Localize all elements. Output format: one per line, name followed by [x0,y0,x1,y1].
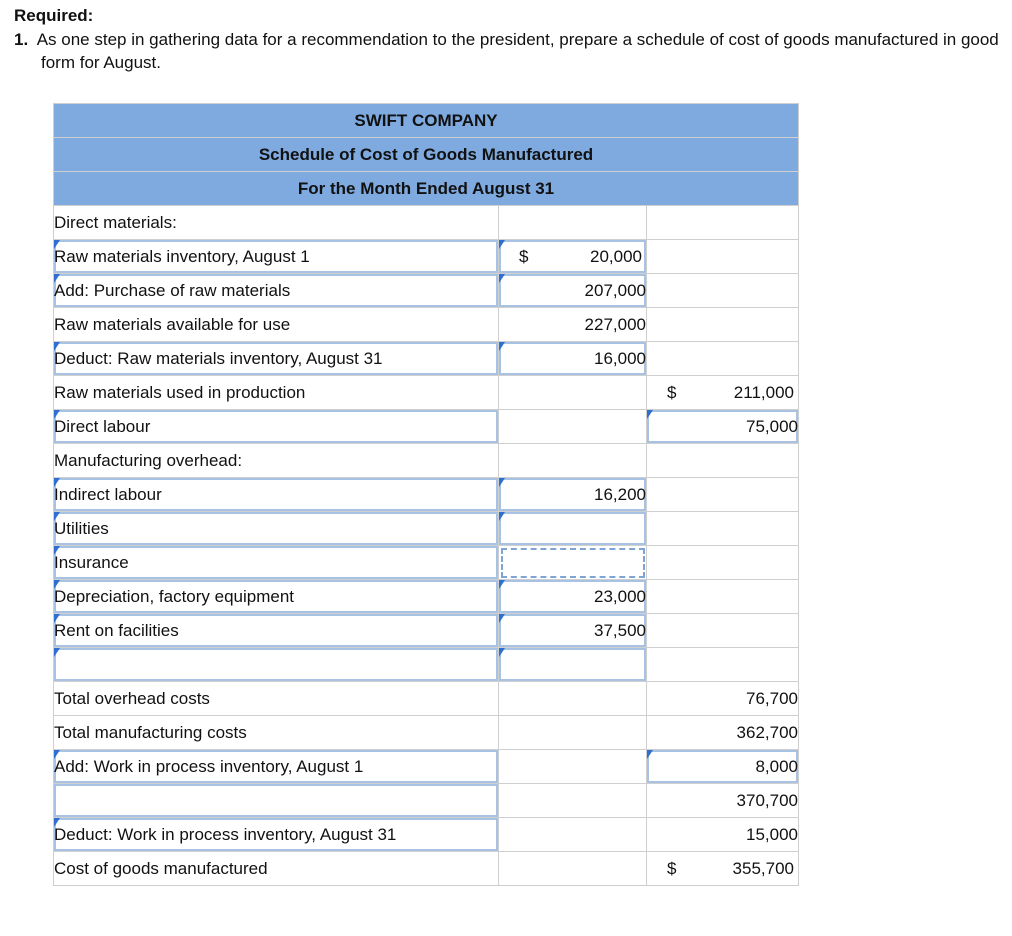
table-row [54,682,799,716]
table-row [54,818,799,852]
blank-label-input[interactable] [54,784,499,818]
table-row [54,784,799,818]
requirement-text: As one step in gathering data for a recommendation to the president, prepare a schedule of cost of goods manufactured in good form for August. [36,30,999,72]
company-name: SWIFT COMPANY [54,104,799,138]
total-overhead-label: Total overhead costs [54,682,499,716]
table-row [54,444,799,478]
required-heading: Required: [14,6,94,25]
table-row [54,342,799,376]
overhead-label: Manufacturing overhead: [54,444,499,478]
table-row [54,376,799,410]
schedule-title: Schedule of Cost of Goods Manufactured [54,138,799,172]
cogm-schedule [53,103,799,886]
raw-end-input[interactable]: Deduct: Raw materials inventory, August 31 [54,342,499,376]
wip-begin-input[interactable]: Add: Work in process inventory, August 1 [54,750,499,784]
raw-begin-amount-input[interactable] [499,240,647,274]
raw-begin-value: 20,000 [590,247,642,266]
table-row [54,206,799,240]
table-row [54,512,799,546]
insurance-input[interactable]: Insurance [54,546,499,580]
utilities-amount-input[interactable] [499,512,647,546]
requirement-1 [14,28,999,74]
table-row [54,852,799,886]
indirect-labour-input[interactable]: Indirect labour [54,478,499,512]
total-overhead-value: 76,700 [647,682,799,716]
purchases-amount-input[interactable]: 207,000 [499,274,647,308]
currency-sign: $ [667,859,677,878]
requirements [14,6,999,74]
used-label: Raw materials used in production [54,376,499,410]
subtotal-value: 370,700 [647,784,799,818]
used-amount [647,376,799,410]
wip-end-input[interactable]: Deduct: Work in process inventory, August 31 [54,818,499,852]
table-row [54,410,799,444]
cogm-label: Cost of goods manufactured [54,852,499,886]
table-row [54,648,799,682]
direct-materials-label: Direct materials: [54,206,499,240]
blank-overhead-amount-input[interactable] [499,648,647,682]
indirect-labour-amount-input[interactable]: 16,200 [499,478,647,512]
direct-labour-input[interactable]: Direct labour [54,410,499,444]
table-row [54,546,799,580]
total-mfg-label: Total manufacturing costs [54,716,499,750]
purchases-input[interactable]: Add: Purchase of raw materials [54,274,499,308]
rent-amount-input[interactable]: 37,500 [499,614,647,648]
depreciation-input[interactable]: Depreciation, factory equipment [54,580,499,614]
requirement-number: 1. [14,30,29,49]
total-mfg-value: 362,700 [647,716,799,750]
direct-labour-amount-input[interactable]: 75,000 [647,410,799,444]
currency-sign: $ [667,383,677,402]
table-row [54,614,799,648]
rent-input[interactable]: Rent on facilities [54,614,499,648]
raw-end-amount-input[interactable]: 16,000 [499,342,647,376]
available-value: 227,000 [499,308,647,342]
utilities-input[interactable]: Utilities [54,512,499,546]
cogm-value: 355,700 [732,859,794,878]
table-row [54,580,799,614]
available-label: Raw materials available for use [54,308,499,342]
used-value: 211,000 [733,383,794,402]
table-row [54,308,799,342]
depreciation-amount-input[interactable]: 23,000 [499,580,647,614]
cogm-amount [647,852,799,886]
wip-end-value: 15,000 [647,818,799,852]
table-row [54,716,799,750]
insurance-amount-input[interactable] [499,546,647,580]
table-row [54,478,799,512]
schedule-period: For the Month Ended August 31 [54,172,799,206]
table-row [54,274,799,308]
wip-begin-amount-input[interactable]: 8,000 [647,750,799,784]
table-row [54,750,799,784]
currency-sign: $ [519,247,529,266]
raw-begin-input[interactable]: Raw materials inventory, August 1 [54,240,499,274]
table-row [54,240,799,274]
blank-overhead-input[interactable] [54,648,499,682]
